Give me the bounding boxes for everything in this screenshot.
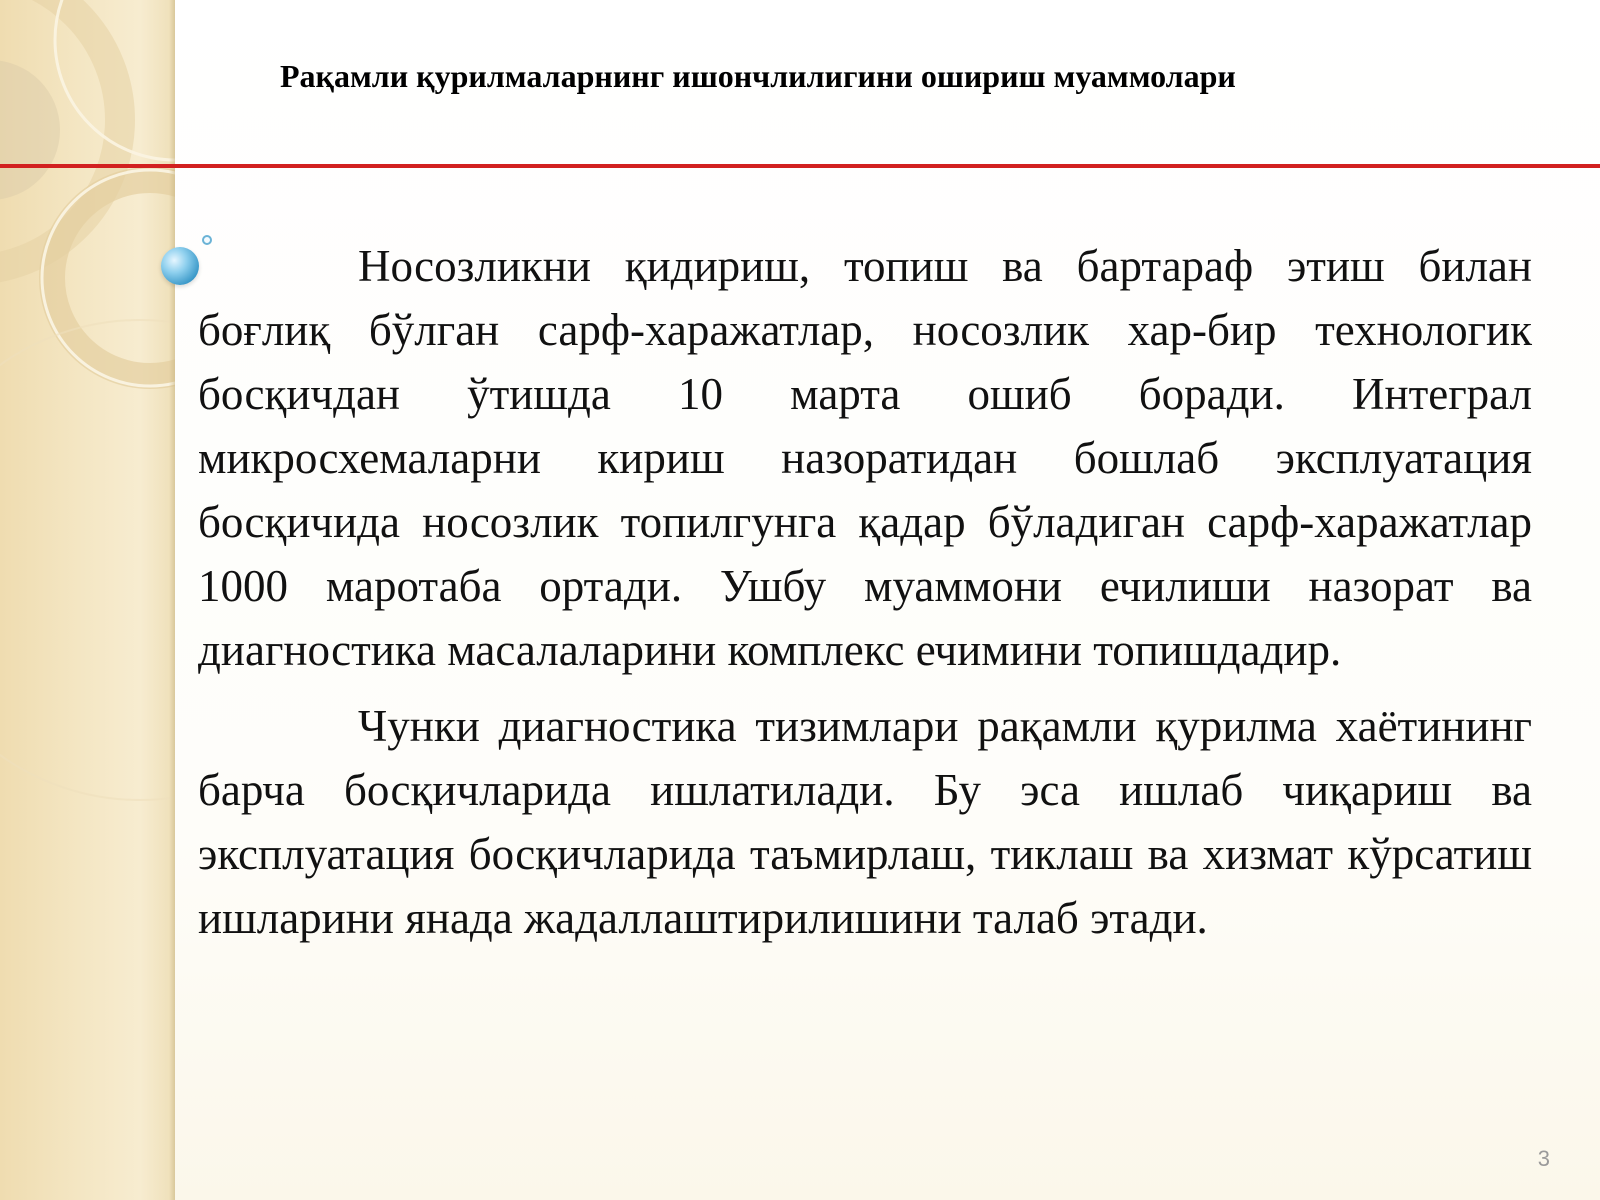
page-number: 3: [1537, 1146, 1550, 1171]
sidebar-edge-shadow: [169, 0, 175, 1200]
ring-decoration: [0, 0, 175, 1200]
paragraph-2: Чунки диагностика тизимлари рақамли қурилма хаётининг барча босқичларида ишлатилади. Бу эса ишлаб чиқариш ва эксплуатация босқичларида таъмирлаш, тиклаш ва хизмат кўрсатиш ишларини янада жадаллаштирилишини талаб этади.: [198, 701, 1532, 943]
sidebar-decoration: [0, 0, 175, 1200]
title-area: [175, 0, 1600, 165]
paragraph-1: Носозликни қидириш, топиш ва бартараф этиш билан боғлиқ бўлган сарф-харажатлар, носозлик хар-бир технологик босқичдан ўтишда 10 марта ошиб боради. Интеграл микросхемаларни кириш назоратидан бошлаб эксплуатация босқичида носозлик топилгунга қадар бўладиган сарф-харажатлар 1000 маротаба ортади. Ушбу муаммони ечилиши назорат ва диагностика масалаларини комплекс ечимини топишдадир.: [198, 241, 1532, 675]
title-divider: [0, 164, 1600, 168]
slide-body: [198, 234, 1532, 950]
sphere-bullet-icon: [161, 247, 199, 285]
slide-title: Рақамли қурилмаларнинг ишончлилигини ошириш муаммолари: [280, 58, 1236, 94]
